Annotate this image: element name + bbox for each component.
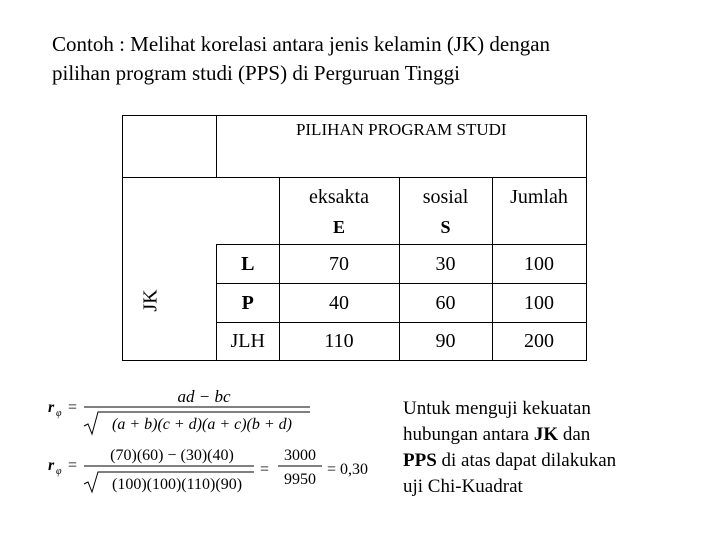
- column-header-jumlah: [492, 178, 586, 245]
- note-line-3: [403, 448, 616, 474]
- result-value: = 0,30: [327, 461, 369, 478]
- row-label: P: [217, 284, 280, 323]
- row-group-cell: [123, 178, 217, 361]
- general-numerator: ad − bc: [177, 387, 231, 406]
- column-name: sosial: [422, 186, 469, 208]
- table-corner-cell: [123, 116, 217, 178]
- table-cell: 200: [492, 323, 586, 361]
- column-code: E: [332, 217, 345, 237]
- note-text: di atas dapat dilakukan: [436, 450, 617, 471]
- phi-subscript: φ: [56, 466, 62, 477]
- table-cell: 100: [492, 245, 586, 284]
- equals-sign: =: [260, 461, 270, 478]
- contingency-table: [122, 115, 587, 361]
- fraction-numerator: 3000: [284, 447, 316, 464]
- header-group-cell: [217, 116, 587, 178]
- chi-square-note: [403, 396, 616, 500]
- applied-denominator: (100)(100)(110)(90): [111, 476, 243, 493]
- column-name: Jumlah: [510, 186, 568, 208]
- column-code: S: [440, 217, 451, 237]
- note-line-2: [403, 422, 616, 448]
- table-cell: 70: [279, 245, 399, 284]
- row-group-label: JK: [139, 288, 162, 312]
- general-denominator: (a + b)(c + d)(a + c)(b + d): [111, 416, 293, 433]
- note-text: hubungan antara: [403, 424, 534, 445]
- column-header-sosial: [399, 178, 492, 245]
- note-line-1: Untuk menguji kekuatan: [403, 398, 591, 419]
- r-symbol: r: [48, 457, 55, 474]
- equals-sign: =: [68, 457, 78, 474]
- equals-sign: =: [68, 399, 78, 416]
- header-group-label: PILIHAN PROGRAM STUDI: [295, 120, 507, 139]
- column-name: eksakta: [309, 186, 369, 208]
- title-line-1: Contoh : Melihat korelasi antara jenis kelamin (JK) dengan: [52, 32, 551, 56]
- table-cell: 110: [279, 323, 399, 361]
- note-text: dan: [558, 424, 591, 445]
- row-label: L: [217, 245, 280, 284]
- applied-numerator: (70)(60) − (30)(40): [110, 447, 234, 464]
- row-label: JLH: [217, 323, 280, 361]
- table-cell: 60: [399, 284, 492, 323]
- table-cell: 40: [279, 284, 399, 323]
- note-line-4: uji Chi-Kuadrat: [403, 476, 523, 497]
- r-symbol: r: [48, 399, 55, 416]
- note-emphasis-jk: JK: [533, 424, 559, 445]
- empty-header-cell: [217, 178, 280, 245]
- phi-subscript: φ: [56, 408, 62, 419]
- table-cell: 100: [492, 284, 586, 323]
- column-header-eksakta: [279, 178, 399, 245]
- table-cell: 90: [399, 323, 492, 361]
- note-emphasis-pps: PPS: [403, 450, 437, 471]
- phi-coefficient-formula: [44, 382, 384, 502]
- table-cell: 30: [399, 245, 492, 284]
- example-title: [52, 30, 550, 88]
- title-line-2: pilihan program studi (PPS) di Perguruan Tinggi: [52, 61, 460, 85]
- fraction-denominator: 9950: [284, 471, 316, 488]
